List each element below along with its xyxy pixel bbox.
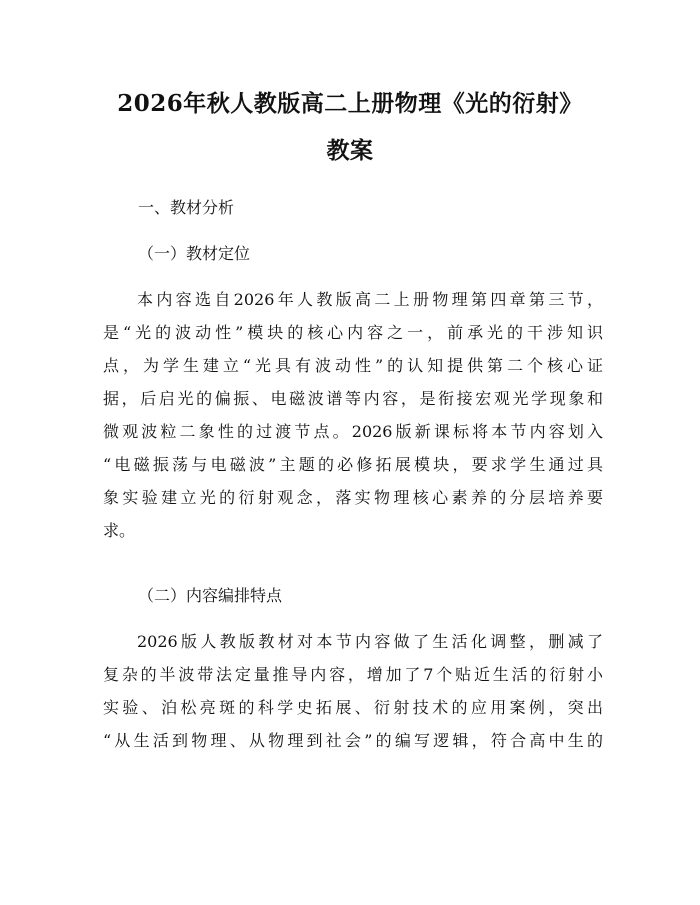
paragraph-line: “电磁振荡与电磁波”主题的必修拓展模块，要求学生通过具 — [103, 455, 603, 474]
section-heading-teaching-material-analysis: 一、教材分析 — [138, 198, 235, 217]
paragraph-content-arrangement — [103, 625, 603, 757]
paragraph-line: 点，为学生建立“光具有波动性”的认知提供第二个核心证 — [103, 356, 603, 375]
document-title-line-1: 2026年秋人教版高二上册物理《光的衍射》 — [117, 90, 583, 117]
paragraph-line: 本内容选自2026年人教版高二上册物理第四章第三节， — [137, 290, 603, 309]
paragraph-line: 是“光的波动性”模块的核心内容之一，前承光的干涉知识 — [103, 323, 603, 342]
paragraph-line: 象实验建立光的衍射观念，落实物理核心素养的分层培养要 — [103, 488, 603, 507]
subsection-heading-content-arrangement: （二）内容编排特点 — [138, 586, 283, 605]
document-title-line-2: 教案 — [326, 137, 374, 164]
paragraph-line: 据，后启光的偏振、电磁波谱等内容，是衔接宏观光学现象和 — [103, 389, 603, 408]
paragraph-line: 复杂的半波带法定量推导内容，增加了7个贴近生活的衍射小 — [103, 665, 603, 684]
paragraph-line: 微观波粒二象性的过渡节点。2026版新课标将本节内容划入 — [103, 422, 603, 441]
paragraph-material-positioning — [103, 283, 603, 547]
subsection-heading-material-positioning: （一）教材定位 — [138, 244, 251, 263]
paragraph-line: “从生活到物理、从物理到社会”的编写逻辑，符合高中生的 — [103, 731, 603, 750]
paragraph-line: 实验、泊松亮斑的科学史拓展、衍射技术的应用案例，突出 — [103, 698, 603, 717]
paragraph-line: 求。 — [103, 521, 136, 540]
paragraph-line: 2026版人教版教材对本节内容做了生活化调整，删减了 — [137, 632, 603, 651]
